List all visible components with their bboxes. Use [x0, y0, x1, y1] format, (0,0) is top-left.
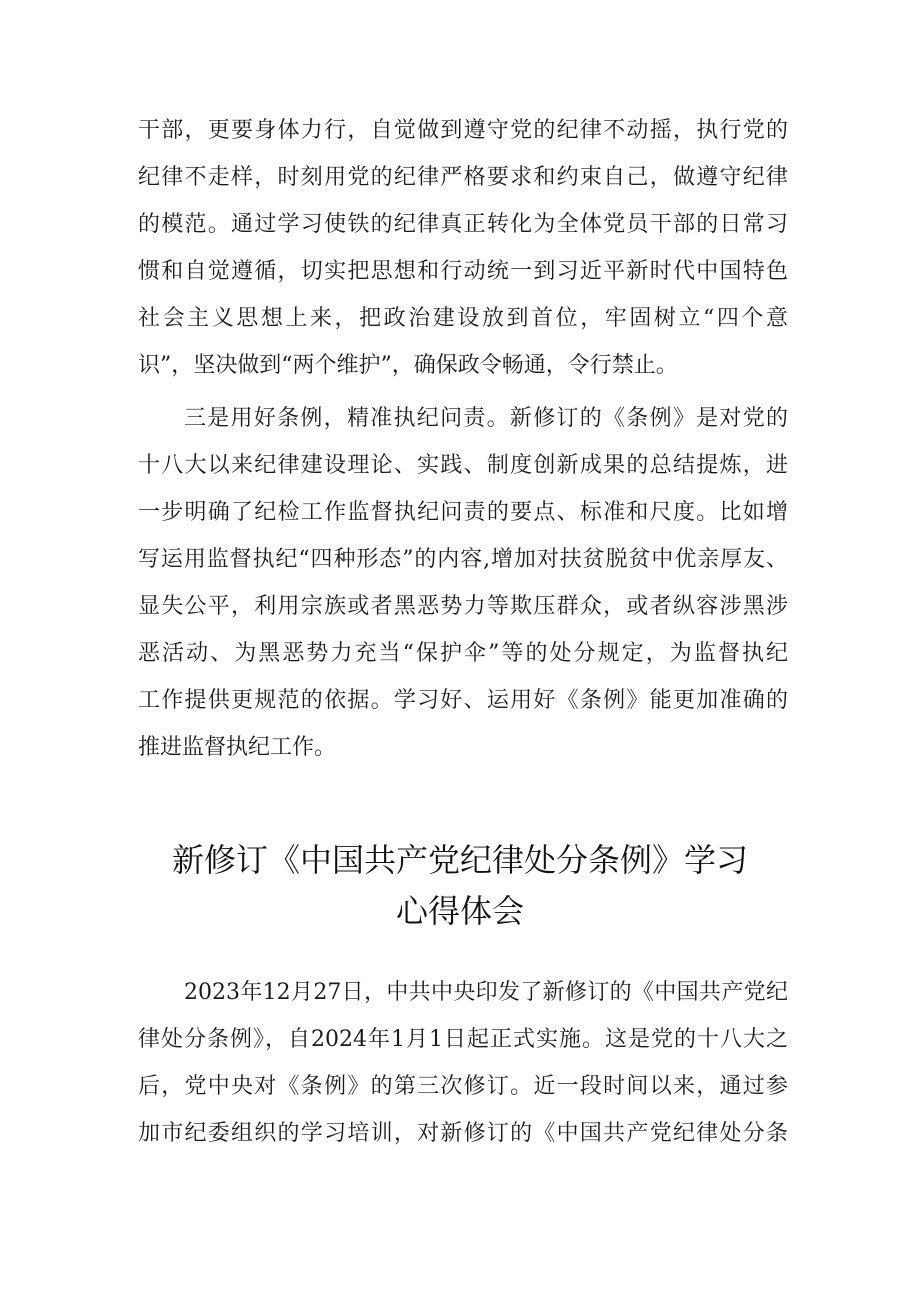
paragraph-1-line-2: 纪律不走样，时刻用党的纪律严格要求和约束自己，做遵守纪律	[138, 165, 788, 190]
paragraph-1-line-5: 社会主义思想上来，把政治建设放到首位，牢固树立“四个意	[138, 306, 788, 331]
paragraph-1-line-3: 的模范。通过学习使铁的纪律真正转化为全体党员干部的日常习	[138, 212, 788, 237]
paragraph-2-line-7: 工作提供更规范的依据。学习好、运用好《条例》能更加准确的	[138, 688, 788, 713]
paragraph-2-line-2: 十八大以来纪律建设理论、实践、制度创新成果的总结提炼，进	[138, 453, 788, 478]
paragraph-2-line-8: 推进监督执纪工作。	[138, 735, 337, 760]
paragraph-1-line-1: 干部，更要身体力行，自觉做到遵守党的纪律不动摇，执行党的	[138, 118, 788, 143]
article-title-line-1: 新修订《中国共产党纪律处分条例》学习	[171, 841, 748, 879]
paragraph-2-line-4: 写运用监督执纪“四种形态”的内容,增加对扶贫脱贫中优亲厚友、	[138, 547, 788, 572]
paragraph-1-line-4: 惯和自觉遵循，切实把思想和行动统一到习近平新时代中国特色	[138, 259, 788, 284]
paragraph-3-line-1: 2023年12月27日，中共中央印发了新修订的《中国共产党纪	[184, 980, 788, 1005]
paragraph-3-line-4: 加市纪委组织的学习培训，对新修订的《中国共产党纪律处分条	[138, 1121, 788, 1146]
paragraph-1-line-6: 识”，坚决做到“两个维护”，确保政令畅通，令行禁止。	[138, 353, 678, 378]
paragraph-3-line-3: 后，党中央对《条例》的第三次修订。近一段时间以来，通过参	[138, 1074, 788, 1099]
paragraph-2-line-1: 三是用好条例，精准执纪问责。新修订的《条例》是对党的	[184, 406, 788, 431]
article-title-line-2: 心得体会	[395, 892, 524, 930]
paragraph-2-line-3: 一步明确了纪检工作监督执纪问责的要点、标准和尺度。比如增	[138, 500, 788, 525]
paragraph-3-line-2: 律处分条例》，自2024年1月1日起正式实施。这是党的十八大之	[138, 1027, 788, 1052]
paragraph-2-line-5: 显失公平，利用宗族或者黑恶势力等欺压群众，或者纵容涉黑涉	[138, 594, 788, 619]
paragraph-2-line-6: 恶活动、为黑恶势力充当“保护伞”等的处分规定，为监督执纪	[138, 641, 788, 666]
